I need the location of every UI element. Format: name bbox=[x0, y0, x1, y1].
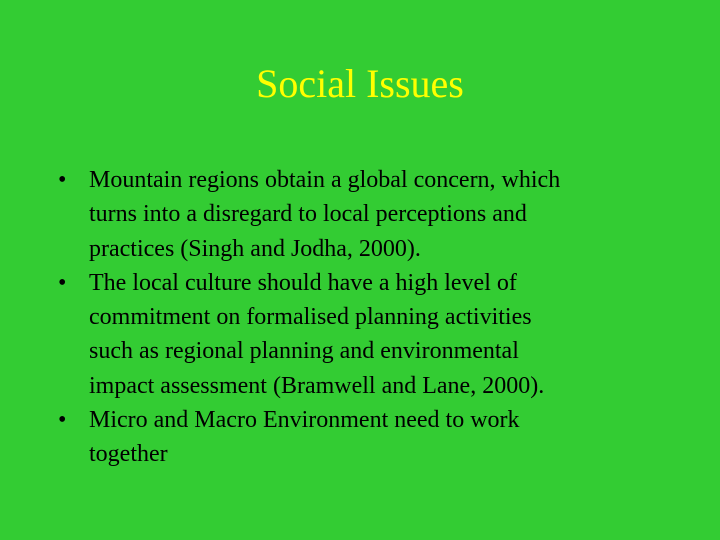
bullet-item-micro-macro bbox=[58, 403, 678, 472]
bullet-line: together bbox=[89, 441, 168, 468]
bullet-icon: • bbox=[58, 407, 67, 434]
bullet-icon: • bbox=[58, 167, 67, 193]
bullet-line: impact assessment (Bramwell and Lane, 2000). bbox=[89, 372, 545, 399]
bullet-line: turns into a disregard to local perceptions and bbox=[89, 201, 527, 228]
bullet-line: Mountain regions obtain a global concern, which bbox=[89, 167, 561, 193]
bullet-line: The local culture should have a high level of bbox=[89, 269, 517, 296]
bullet-icon: • bbox=[58, 269, 67, 296]
bullet-line: commitment on formalised planning activities bbox=[89, 304, 532, 331]
slide-title: Social Issues bbox=[256, 61, 464, 106]
bullet-line: Micro and Macro Environment need to work bbox=[89, 407, 520, 434]
bullet-item-local-culture bbox=[58, 266, 678, 403]
bullet-list bbox=[58, 163, 678, 472]
bullet-line: practices (Singh and Jodha, 2000). bbox=[89, 235, 421, 262]
bullet-line: such as regional planning and environmental bbox=[89, 338, 519, 365]
bullet-item-mountain-regions bbox=[58, 163, 678, 266]
